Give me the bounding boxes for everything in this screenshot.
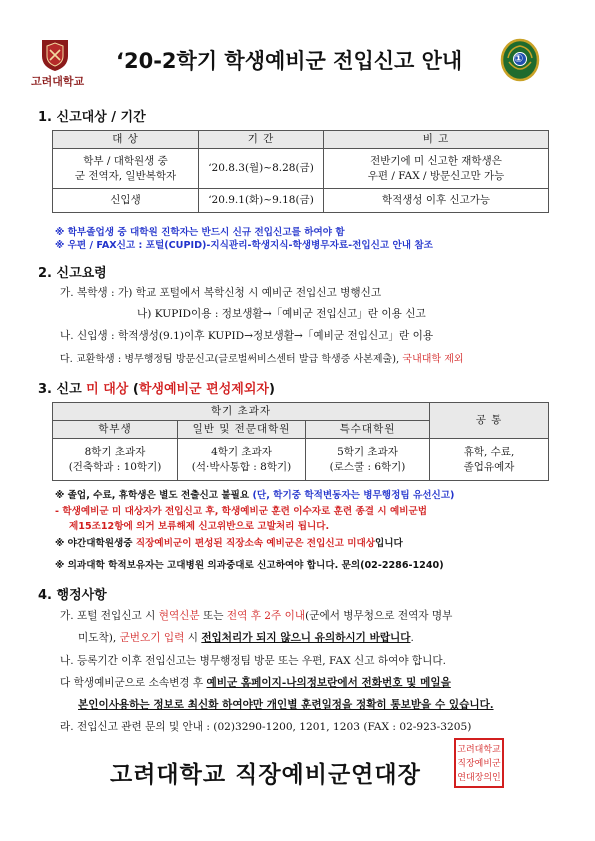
university-logo bbox=[38, 38, 72, 72]
th-period: 기 간 bbox=[199, 131, 324, 149]
table-cell: 학부 / 대학원생 중 군 전역자, 일반복학자 bbox=[53, 149, 199, 189]
table-cell: 학적생성 이후 신고가능 bbox=[324, 189, 549, 213]
table-cell: 5학기 초과자 (로스쿨 : 6학기) bbox=[306, 439, 430, 481]
text-line: 미도착), 군번오기 입력 시 전입처리가 되지 않으니 유의하시기 바랍니다. bbox=[78, 632, 414, 644]
page-title: ‘20-2학기 학생예비군 전입신고 안내 bbox=[116, 49, 463, 73]
th-target: 대 상 bbox=[53, 131, 199, 149]
note-line: ※ 학부졸업생 중 대학원 진학자는 반드시 신규 전입신고를 하여야 함 bbox=[55, 227, 345, 238]
table-cell: 4학기 초과자 (석·박사통합 : 8학기) bbox=[178, 439, 306, 481]
text-line: 본인이사용하는 정보로 최신화 하여야만 개인별 훈련일정을 정확히 통보받을 수 있습니다. bbox=[78, 699, 494, 711]
signature: 고려대학교 직장예비군연대장 bbox=[110, 761, 421, 788]
reserve-emblem bbox=[500, 38, 540, 82]
text-line: 나) KUPID이용 : 정보생활→「예비군 전입신고」란 이용 신고 bbox=[137, 308, 426, 320]
table-cell: 8학기 초과자 (건축학과 : 10학기) bbox=[53, 439, 178, 481]
text-line: 다 학생예비군으로 소속변경 후 예비군 홈페이지-나의정보란에서 전화번호 및 메일을 bbox=[60, 677, 451, 689]
exclusion-table bbox=[52, 402, 549, 481]
section-1-title: 1. 신고대상 / 기간 bbox=[38, 110, 146, 125]
text-line: 라. 전입신고 관련 문의 및 안내 : (02)3290-1200, 1201, 1203 (FAX : 02-923-3205) bbox=[60, 721, 472, 733]
official-seal bbox=[454, 738, 504, 788]
th-common: 공 통 bbox=[430, 403, 549, 439]
note-line: ※ 우편 / FAX신고 : 포털(CUPID)-지식관리-학생지식-학생병무자료-전입신고 안내 참조 bbox=[55, 240, 433, 251]
university-name: 고려대학교 bbox=[31, 75, 85, 88]
th-note: 비 고 bbox=[324, 131, 549, 149]
th-col: 학부생 bbox=[53, 421, 178, 439]
seal-line: 연대장의인 bbox=[457, 773, 501, 783]
text-line: 다. 교환학생 : 병무행정팀 방문신고(글로벌써비스센터 발급 학생증 사본제출), 국내대학 제외 bbox=[60, 354, 464, 365]
table-cell: 전반기에 미 신고한 재학생은 우편 / FAX / 방문신고만 가능 bbox=[324, 149, 549, 189]
table-cell: 신입생 bbox=[53, 189, 199, 213]
note-line: ※ 졸업, 수료, 휴학생은 별도 전출신고 불필요 (단, 학기중 학적변동자는 병무행정팀 유선신고) bbox=[55, 490, 455, 501]
text-line: 나. 신입생 : 학적생성(9.1)이후 KUPID→정보생활→「예비군 전입신고」란 이용 bbox=[60, 330, 434, 342]
section-3-title: 3. 신고 미 대상 (학생예비군 편성제외자) bbox=[38, 382, 275, 397]
schedule-table bbox=[52, 130, 549, 213]
text-line: 가. 포털 전입신고 시 현역신분 또는 전역 후 2주 이내(군에서 병무청으로 전역자 명부 bbox=[60, 610, 453, 622]
table-cell: ‘20.8.3(월)~8.28(금) bbox=[199, 149, 324, 189]
section-2-title: 2. 신고요령 bbox=[38, 266, 107, 281]
note-line: ※ 의과대학 학적보유자는 고대병원 의과중대로 신고하여야 합니다. 문의(02-2286-1240) bbox=[55, 560, 444, 571]
note-line: 제15조12항에 의거 보류해제 신고위반으로 고발처리 됩니다. bbox=[69, 521, 330, 532]
table-cell: 휴학, 수료, 졸업유예자 bbox=[430, 439, 549, 481]
note-line: ※ 야간대학원생중 직장예비군이 편성된 직장소속 예비군은 전입신고 미대상입니다 bbox=[55, 538, 403, 549]
th-col: 일반 및 전문대학원 bbox=[178, 421, 306, 439]
emblem-label: ① bbox=[514, 52, 524, 65]
section-4-title: 4. 행정사항 bbox=[38, 588, 107, 603]
table-cell: ‘20.9.1(화)~9.18(금) bbox=[199, 189, 324, 213]
th-semester-excess: 학기 초과자 bbox=[53, 403, 430, 421]
seal-line: 고려대학교 bbox=[457, 745, 501, 755]
th-col: 특수대학원 bbox=[306, 421, 430, 439]
seal-line: 직장예비군 bbox=[457, 759, 501, 769]
text-line: 가. 복학생 : 가) 학교 포털에서 복학신청 시 예비군 전입신고 병행신고 bbox=[60, 287, 382, 299]
text-line: 나. 등록기간 이후 전입신고는 병무행정팀 방문 또는 우편, FAX 신고 하여야 합니다. bbox=[60, 655, 447, 667]
note-line: - 학생예비군 미 대상자가 전입신고 후, 학생예비군 훈련 이수자로 훈련 종결 시 예비군법 bbox=[55, 506, 428, 517]
